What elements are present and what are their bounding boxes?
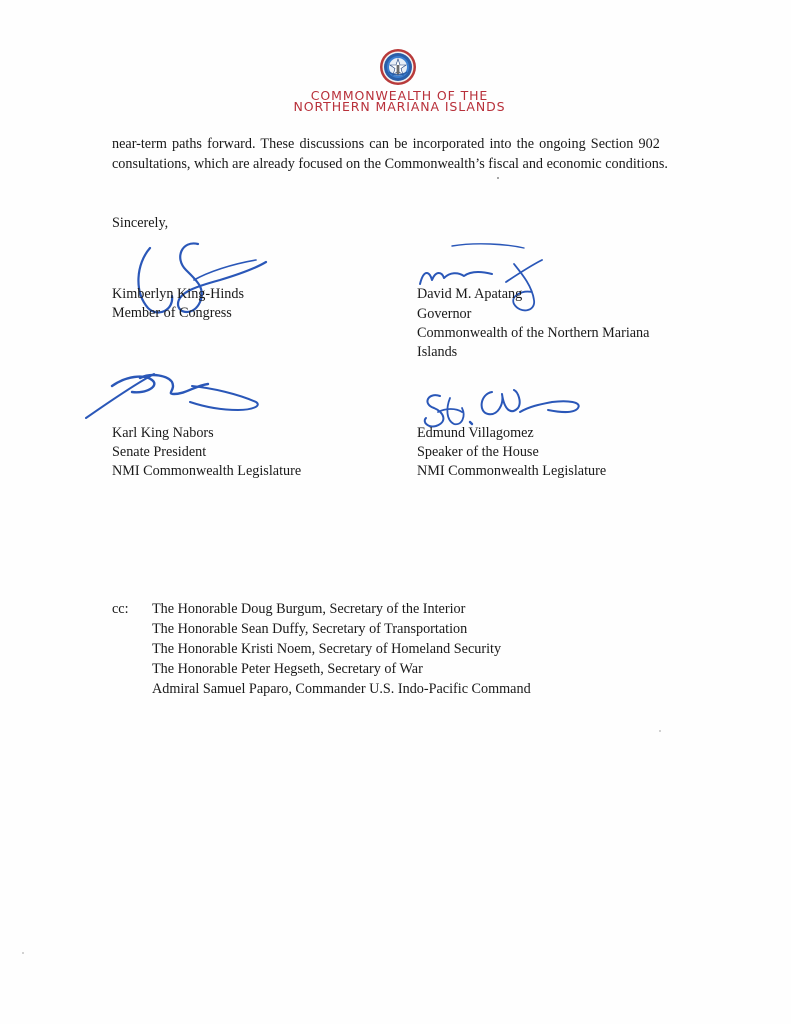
cc-recipient: The Honorable Sean Duffy, Secretary of Transportation [152,621,468,637]
closing-text: Sincerely, [112,215,169,231]
signatory-4-name: Edmund Villagomez [417,425,534,441]
signatory-4-title: Speaker of the House [417,444,539,460]
cc-recipient: The Honorable Doug Burgum, Secretary of the Interior [152,601,466,617]
scan-speck [659,730,661,732]
cc-recipient: The Honorable Kristi Noem, Secretary of Homeland Security [152,641,502,657]
signatory-2-name: David M. Apatang [417,286,523,302]
signatory-3-org: NMI Commonwealth Legislature [112,463,302,479]
signatory-4-org: NMI Commonwealth Legislature [417,463,607,479]
letterhead-line-2: NORTHERN MARIANA ISLANDS [293,99,506,114]
signatory-3-name: Karl King Nabors [112,425,214,441]
signatory-2-title: Governor [417,306,472,322]
cc-label: cc: [112,601,129,617]
signatory-3-title: Senate President [112,444,207,460]
scan-speck [22,952,24,954]
signatory-1-title: Member of Congress [112,305,232,321]
signatory-2-org-line-1: Commonwealth of the Northern Mariana [417,325,650,341]
letterhead-line-1: COMMONWEALTH OF THE [310,88,489,103]
body-line-2: consultations, which are already focused on the Commonwealth’s fiscal and economic conditions. [112,156,668,172]
scan-speck [497,177,499,179]
cnmi-seal-icon [379,48,417,86]
signatory-1-name: Kimberlyn King-Hinds [112,286,245,302]
cc-recipient: The Honorable Peter Hegseth, Secretary of War [152,661,423,677]
cc-recipient: Admiral Samuel Paparo, Commander U.S. Indo-Pacific Command [152,681,531,697]
body-line-1: near-term paths forward. These discussions can be incorporated into the ongoing Section 902 [112,136,660,152]
signature-nabors [82,364,267,424]
signatory-2-org-line-2: Islands [417,344,458,360]
